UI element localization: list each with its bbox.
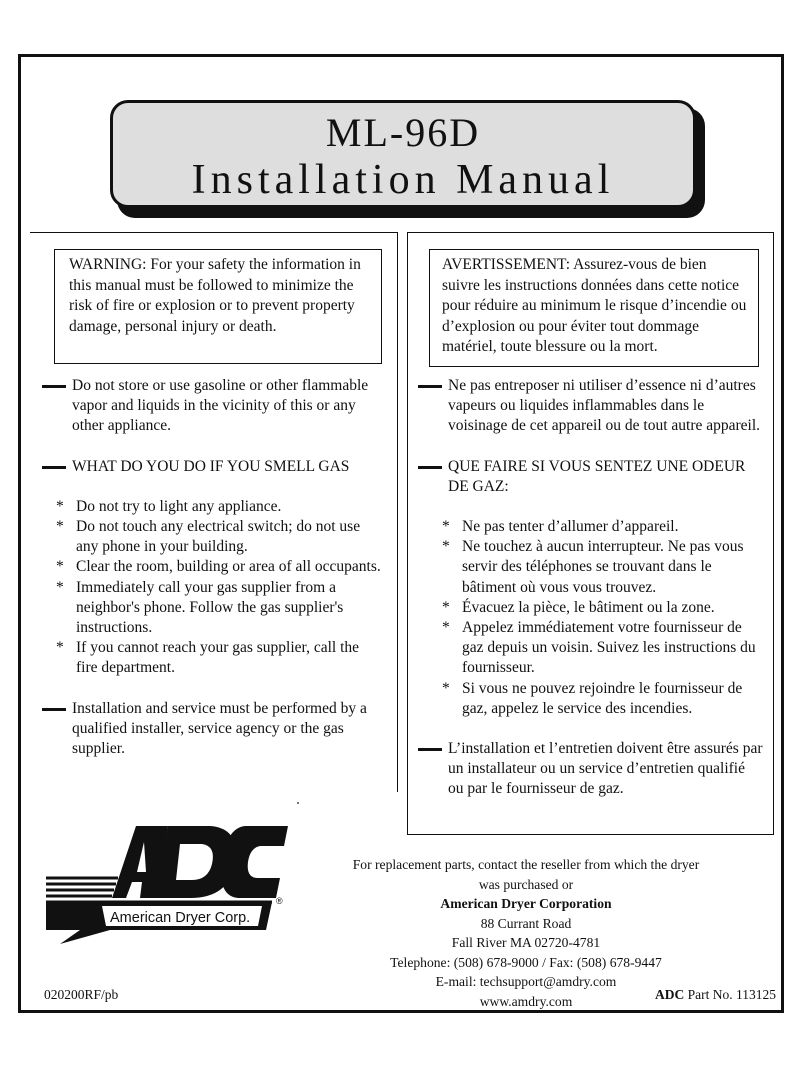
model-title: ML-96D bbox=[325, 110, 481, 155]
list-item: * Clear the room, building or area of all occupants. bbox=[56, 558, 381, 576]
website-link[interactable]: www.amdry.com bbox=[479, 993, 573, 1009]
phone-fax: Telephone: (508) 678-9000 / Fax: (508) 678-9447 bbox=[390, 954, 662, 970]
list-item: * Appelez immédiatement votre fournisseur de gaz depuis un voisin. Suivez les instructions du fournisseur. bbox=[442, 619, 756, 677]
company-name: American Dryer Corporation bbox=[440, 896, 612, 911]
english-item-1: Do not store or use gasoline or other flammable vapor and liquids in the vicinity of this or any other appliance. bbox=[42, 376, 382, 437]
list-item: * Ne touchez à aucun interrupteur. Ne pas vous servir des téléphones se trouvant dans le bâtiment où vous vous trouvez. bbox=[442, 538, 744, 596]
list-item: * Si vous ne pouvez rejoindre le fournisseur de gaz, appelez le service des incendies. bbox=[442, 679, 743, 717]
english-item-3: Installation and service must be performed by a qualified installer, service agency or the gas supplier. bbox=[42, 699, 382, 760]
french-item-2: QUE FAIRE SI VOUS SENTEZ UNE ODEUR DE GAZ: bbox=[418, 457, 763, 497]
french-instructions bbox=[418, 376, 763, 820]
manual-title: Installation Manual bbox=[191, 157, 615, 203]
list-item: * Do not touch any electrical switch; do not use any phone in your building. bbox=[56, 518, 361, 556]
email-address: E-mail: techsupport@amdry.com bbox=[435, 974, 617, 989]
dash-bullet bbox=[418, 748, 442, 751]
document-code: 020200RF/pb bbox=[44, 987, 119, 1002]
dash-bullet bbox=[42, 385, 66, 388]
english-warning: WARNING: For your safety the information in this manual must be followed to minimize the risk of fire or explosion or to prevent property damage, personal injury or death. bbox=[54, 249, 382, 364]
print-speck bbox=[297, 802, 299, 804]
list-item: * If you cannot reach your gas supplier, call the fire department. bbox=[56, 639, 360, 677]
dash-bullet bbox=[42, 708, 66, 711]
dash-bullet bbox=[418, 466, 442, 469]
street-address: 88 Currant Road bbox=[480, 915, 572, 931]
list-item: * Évacuez la pièce, le bâtiment ou la zone. bbox=[442, 598, 715, 616]
dash-bullet bbox=[418, 385, 442, 388]
english-instructions bbox=[42, 376, 382, 779]
city-address: Fall River MA 02720-4781 bbox=[451, 935, 601, 950]
logo-company-name: American Dryer Corp. bbox=[110, 910, 251, 926]
dash-bullet bbox=[42, 466, 66, 469]
french-item-3: L’installation et l’entretien doivent être assurés par un installateur ou un service d’entretien qualifié ou par le fournisseur de gaz. bbox=[418, 739, 763, 800]
title-box bbox=[110, 100, 696, 208]
contact-line-1: For replacement parts, contact the reseller from which the dryer bbox=[352, 857, 700, 872]
contact-line-2: was purchased or bbox=[478, 876, 574, 892]
french-item-1: Ne pas entreposer ni utiliser d’essence ni d’autres vapeurs ou liquides inflammables dans le voisinage de cet appareil ou de tout autre appareil. bbox=[418, 376, 763, 437]
registered-mark: ® bbox=[276, 896, 283, 906]
adc-logo bbox=[40, 818, 290, 948]
list-item: * Do not try to light any appliance. bbox=[56, 497, 282, 515]
list-item: * Ne pas tenter d’allumer d’appareil. bbox=[442, 518, 679, 536]
english-gas-steps bbox=[56, 497, 382, 679]
french-warning: AVERTISSEMENT: Assurez-vous de bien suivre les instructions données dans cette notice pour réduire au minimum le risque d’incendie ou d’explosion ou pour éviter tout dommage matériel, toute blessure ou la mort. bbox=[429, 249, 759, 367]
list-item: * Immediately call your gas supplier from a neighbor's phone. Follow the gas supplier's instructions. bbox=[56, 578, 344, 637]
part-number: ADC Part No. 113125 bbox=[655, 987, 776, 1002]
french-gas-steps bbox=[442, 517, 763, 719]
english-item-2: WHAT DO YOU DO IF YOU SMELL GAS bbox=[42, 457, 382, 477]
